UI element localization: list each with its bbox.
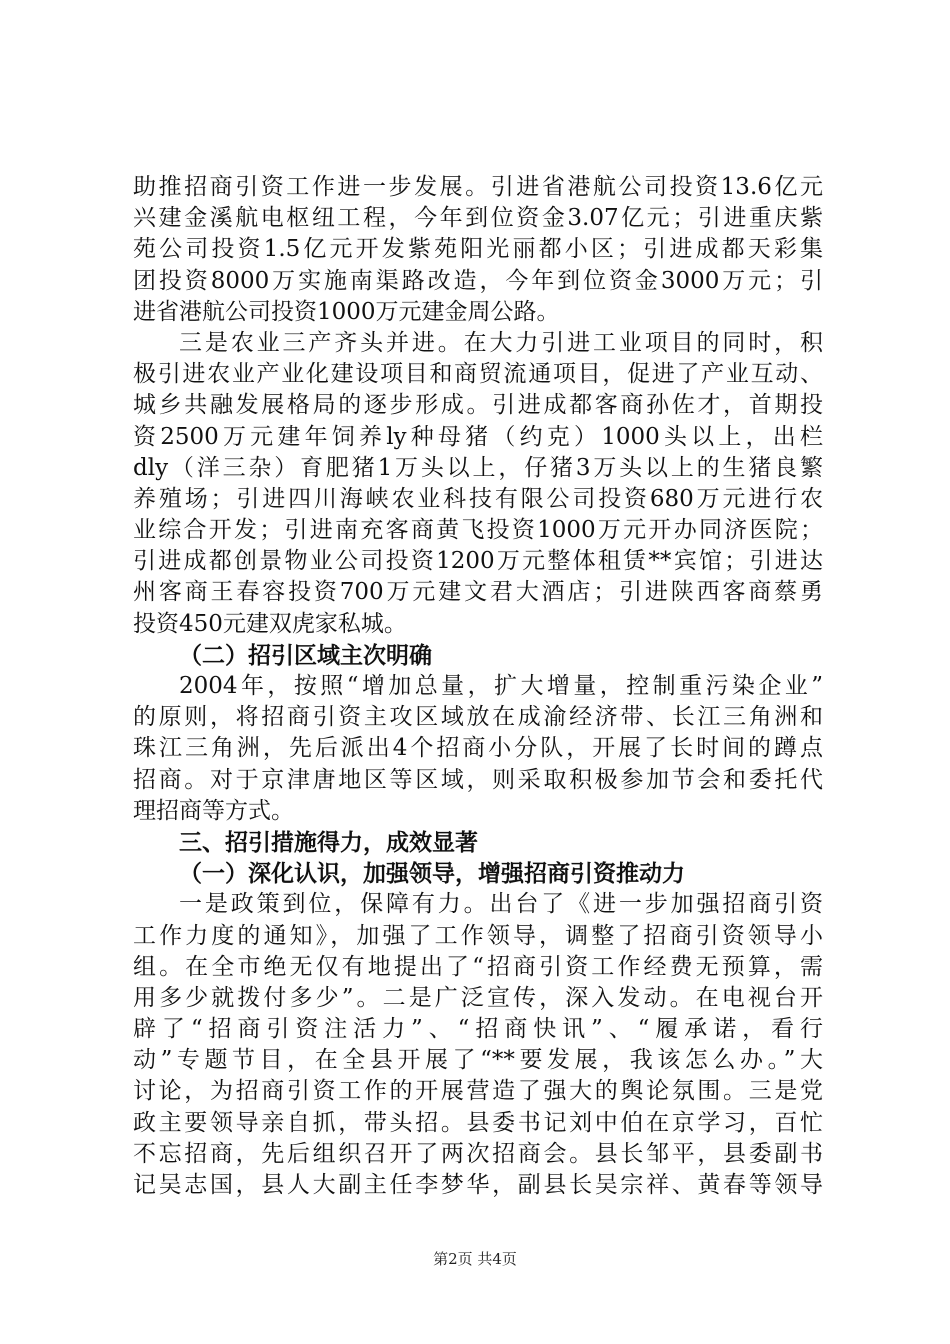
text-line: 引进成都创景物业公司投资1200万元整体租赁**宾馆；引进达: [133, 548, 823, 575]
text-line: 的原则，将招商引资主攻区域放在成渝经济带、长江三角洲和: [133, 704, 823, 731]
text-line: 记吴志国，县人大副主任李梦华，副县长吴宗祥、黄春等领导: [133, 1172, 823, 1198]
text-line: 不忘招商，先后组织召开了两次招商会。县长邹平，县委副书: [133, 1140, 823, 1167]
text-line: 动”专题节目，在全县开展了“**要发展，我该怎么办。”大: [133, 1047, 823, 1074]
text-line: 辟了“招商引资注活力”、“招商快讯”、“履承诺，看行: [133, 1016, 823, 1043]
text-line: 苑公司投资1.5亿元开发紫苑阳光丽都小区；引进成都天彩集: [133, 236, 823, 263]
text-line: dly（洋三杂）育肥猪1万头以上，仔猪3万头以上的生猪良繁: [133, 454, 823, 481]
text-line: 资2500万元建年饲养ly种母猪（约克）1000头以上，出栏: [133, 423, 823, 450]
text-line: 助推招商引资工作进一步发展。引进省港航公司投资13.6亿元: [133, 174, 823, 200]
text-line: 城乡共融发展格局的逐步形成。引进成都客商孙佐才，首期投: [133, 392, 823, 419]
text-line: 业综合开发；引进南充客商黄飞投资1000万元开办同济医院；: [133, 517, 823, 544]
text-line: 组。在全市绝无仅有地提出了“招商引资工作经费无预算，需: [133, 953, 823, 980]
section-heading: 三、招引措施得力，成效显著: [179, 828, 478, 856]
text-line: 团投资8000万实施南渠路改造，今年到位资金3000万元；引: [133, 267, 823, 294]
text-line: 投资450元建双虎家私城。: [133, 610, 407, 637]
page-footer: 第2页 共4页: [433, 1250, 517, 1268]
text-line: 州客商王春容投资700万元建文君大酒店；引进陕西客商蔡勇: [133, 579, 823, 606]
text-line: 极引进农业产业化建设项目和商贸流通项目，促进了产业互动、: [133, 361, 823, 388]
text-line: 用多少就拨付多少”。二是广泛宣传，深入发动。在电视台开: [133, 984, 823, 1011]
text-line: 招商。对于京津唐地区等区域，则采取积极参加节会和委托代: [133, 766, 823, 793]
text-line: 三是农业三产齐头并进。在大力引进工业项目的同时，积: [179, 329, 823, 356]
text-line: 讨论，为招商引资工作的开展营造了强大的舆论氛围。三是党: [133, 1078, 823, 1105]
text-line: 兴建金溪航电枢纽工程，今年到位资金3.07亿元；引进重庆紫: [133, 205, 823, 232]
section-heading: （一）深化认识，加强领导，增强招商引资推动力: [179, 860, 685, 888]
text-line: 理招商等方式。: [133, 797, 294, 824]
body-text: [133, 172, 823, 1201]
section-heading: （二）招引区域主次明确: [179, 641, 432, 669]
text-line: 2004年，按照“增加总量，扩大增量，控制重污染企业”: [179, 673, 823, 699]
text-line: 工作力度的通知》，加强了工作领导，调整了招商引资领导小: [133, 922, 823, 949]
text-line: 珠江三角洲，先后派出4个招商小分队，开展了长时间的蹲点: [133, 735, 823, 762]
text-line: 政主要领导亲自抓，带头招。县委书记刘中伯在京学习，百忙: [133, 1109, 823, 1136]
text-line: 养殖场；引进四川海峡农业科技有限公司投资680万元进行农: [133, 485, 823, 512]
text-line: 进省港航公司投资1000万元建金周公路。: [133, 298, 560, 325]
text-line: 一是政策到位，保障有力。出台了《进一步加强招商引资: [179, 891, 823, 918]
